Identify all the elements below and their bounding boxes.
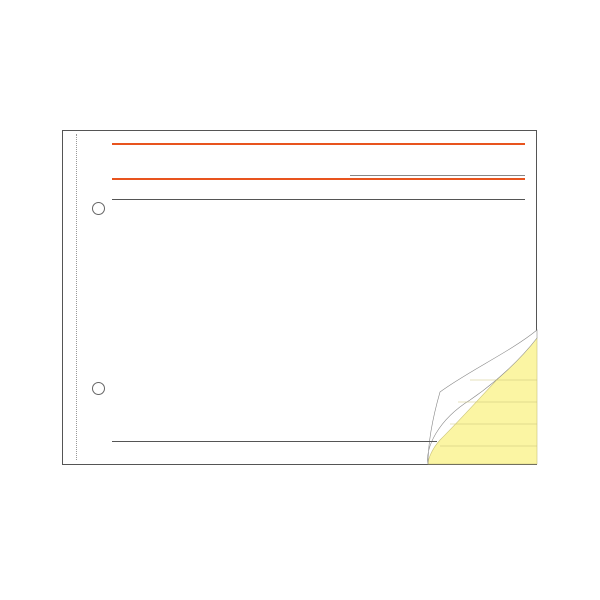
header-underline (350, 175, 525, 176)
table-bottom (112, 441, 437, 442)
binding-hole-bottom (92, 382, 105, 395)
header-rule-bottom (112, 178, 525, 180)
header-rule-top (112, 143, 525, 145)
table-top (112, 199, 525, 200)
perforation-line (76, 134, 78, 460)
binding-hole-top (92, 202, 105, 215)
form-sheet (62, 130, 537, 465)
